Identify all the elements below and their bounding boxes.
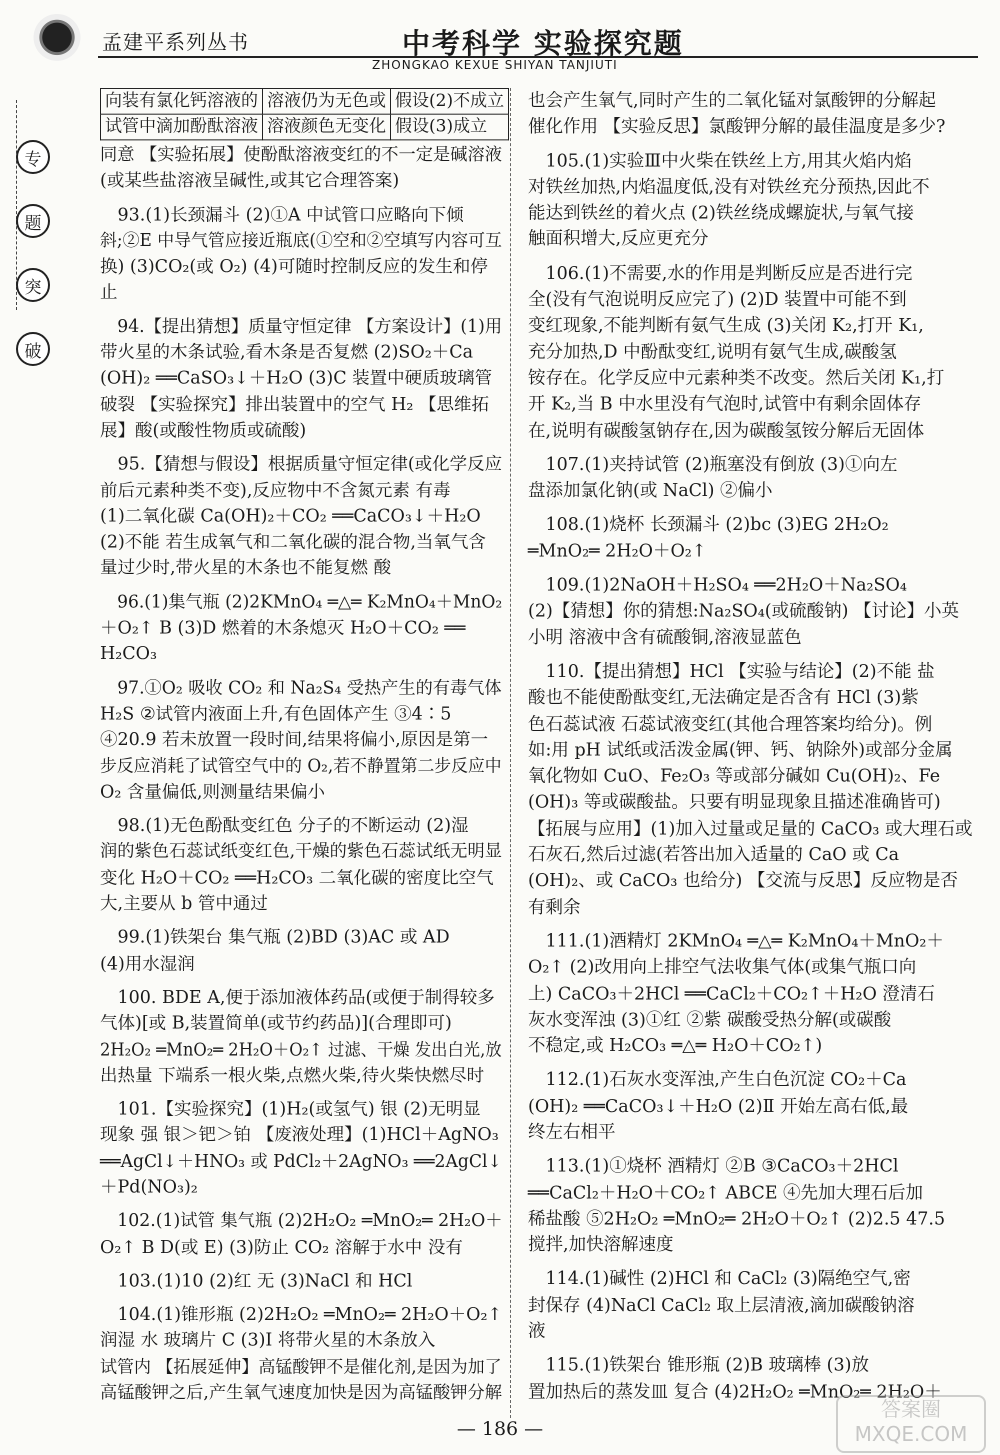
text-line: 103.(1)10 (2)红 无 (3)NaCl 和 HCl	[100, 1271, 413, 1292]
text-line: 铵存在。化学反应中元素种类不改变。然后关闭 K₁,打	[528, 368, 945, 389]
text-line: 不稳定,或 H₂CO₃ ═△═ H₂O＋CO₂↑)	[528, 1036, 823, 1057]
text-line: ＋O₂↑ B (3)D 燃着的木条熄灭 H₂O＋CO₂ ══	[100, 618, 466, 639]
table-cell: 假设(3)成立	[391, 114, 509, 140]
text-line: 酸也不能使酚酞变红,无法确定是否含有 HCl (3)紫	[528, 688, 919, 709]
text-line: 小明 溶液中含有硫酸铜,溶液显蓝色	[528, 627, 802, 648]
text-line: 同意 【实验拓展】使酚酞溶液变红的不一定是碱溶液	[100, 145, 502, 166]
text-line: 石灰石,然后过滤(若答出加入适量的 CaO 或 Ca	[528, 845, 900, 866]
text-line: 93.(1)长颈漏斗 (2)①A 中试管口应略向下倾	[100, 205, 464, 225]
series-logo-icon	[18, 14, 96, 66]
text-line: 破裂 【实验探究】排出装置中的空气 H₂ 【思维拓	[100, 394, 489, 415]
text-line: 在,说明有碳酸氢钠存在,因为碳酸氢铵分解后无固体	[528, 420, 925, 441]
text-line: 试管内 【拓展延伸】高锰酸钾不是催化剂,是因为加了	[100, 1357, 502, 1378]
text-line: 开 K₂,当 B 中水里没有气泡时,试管中有剩余固体存	[528, 394, 922, 415]
text-line: 94.【提出猜想】质量守恒定律 【方案设计】(1)用	[100, 316, 503, 337]
watermark-stamp	[836, 1395, 986, 1453]
table-row	[101, 88, 509, 114]
text-line: ══AgCl↓＋HNO₃ 或 PdCl₂＋2AgNO₃ ══2AgCl↓	[100, 1151, 502, 1172]
text-line: H₂CO₃	[100, 644, 158, 665]
text-line: 润湿 水 玻璃片 C (3)Ⅰ 将带火星的木条放入	[100, 1331, 436, 1352]
page-number: — 186 —	[456, 1418, 544, 1440]
text-line: (1)二氧化碳 Ca(OH)₂＋CO₂ ══CaCO₃↓＋H₂O	[100, 506, 481, 527]
text-line: 100. BDE A,便于添加液体药品(或便于制得较多	[100, 987, 495, 1008]
text-line: 稀盐酸 ⑤2H₂O₂ ═MnO₂═ 2H₂O＋O₂↑ (2)2.5 47.5	[528, 1209, 946, 1230]
topic-sidebar	[16, 140, 52, 396]
text-line: 充分加热,D 中酚酞变红,说明有氨气生成,碳酸氢	[528, 342, 897, 363]
table-cell: 试管中滴加酚酞溶液	[101, 114, 263, 140]
text-line: 大,主要从 b 管中通过	[100, 894, 268, 914]
text-line: 有剩余	[528, 897, 581, 918]
table-cell: 假设(2)不成立	[391, 88, 509, 114]
text-line: 96.(1)集气瓶 (2)2KMnO₄ ═△═ K₂MnO₄＋MnO₂	[100, 592, 503, 613]
text-line: ═MnO₂═ 2H₂O＋O₂↑	[528, 541, 707, 562]
text-line: O₂↑ (2)改用向上排空气法收集气体(或集气瓶口向	[528, 957, 917, 978]
text-line: 上) CaCO₃＋2HCl ══CaCl₂＋CO₂↑＋H₂O 澄清石	[528, 983, 935, 1004]
text-line: 步反应消耗了试管空气中的 O₂,若不静置第二步反应中	[100, 756, 502, 777]
text-line: 101.【实验探究】(1)H₂(或氢气) 银 (2)无明显	[100, 1099, 481, 1120]
watermark-text: MXQE.COM	[854, 1422, 968, 1446]
text-line: 液	[528, 1321, 546, 1342]
sidebar-char: 突	[16, 268, 50, 302]
text-line: (OH)₂、或 CaCO₃ 也给分) 【交流与反思】反应物是否	[528, 871, 958, 892]
text-line: 112.(1)石灰水变浑浊,产生白色沉淀 CO₂＋Ca	[528, 1070, 907, 1091]
text-line: 量过少时,带火星的木条也不能复燃 酸	[100, 558, 392, 579]
text-line: (4)用水湿润	[100, 954, 195, 974]
text-line: 前后元素种类不变),反应物中不含氮元素 有毒	[100, 480, 451, 501]
text-line: 氧化物如 CuO、Fe₂O₃ 等或部分碱如 Cu(OH)₂、Fe	[528, 766, 941, 787]
text-line: 出热量 下端系一根火柴,点燃火柴,待火柴快燃尽时	[100, 1065, 485, 1086]
text-line: 封保存 (4)NaCl CaCl₂ 取上层清液,滴加碳酸钠溶	[528, 1295, 915, 1316]
text-line: 搅拌,加快溶解速度	[528, 1235, 674, 1256]
text-line: 【拓展与应用】(1)加入过量或足量的 CaCO₃ 或大理石或	[528, 819, 973, 839]
text-line: (OH)₃ 等或碳酸盐。只要有明显现象且描述准确皆可)	[528, 792, 941, 813]
series-name: 孟建平系列丛书	[102, 30, 249, 54]
sidebar-char: 破	[16, 332, 50, 366]
text-line: 107.(1)夹持试管 (2)瓶塞没有倒放 (3)①向左	[528, 455, 898, 475]
text-line: 盘添加氯化钠(或 NaCl) ②偏小	[528, 481, 773, 502]
text-line: 变红现象,不能判断有氨气生成 (3)关闭 K₂,打开 K₁,	[528, 316, 924, 337]
text-line: 现象 强 银＞钯＞铂 【废液处理】(1)HCl＋AgNO₃	[100, 1125, 499, 1146]
text-line: 2H₂O₂ ═MnO₂═ 2H₂O＋O₂↑ 过滤、干燥 发出白光,放	[100, 1039, 502, 1060]
text-line: ④20.9 若未放置一段时间,结果将偏小,原因是第一	[100, 730, 489, 751]
answer-table	[100, 88, 509, 140]
text-line: 97.①O₂ 吸收 CO₂ 和 Na₂S₄ 受热产生的有毒气体	[100, 678, 502, 699]
right-column	[528, 88, 973, 1405]
text-line: 102.(1)试管 集气瓶 (2)2H₂O₂ ═MnO₂═ 2H₂O＋	[100, 1211, 503, 1232]
text-line: 113.(1)①烧杯 酒精灯 ②B ③CaCO₃＋2HCl	[528, 1156, 899, 1177]
text-line: 全(没有气泡说明反应完了) (2)D 装置中可能不到	[528, 290, 907, 310]
text-line: 换) (3)CO₂(或 O₂) (4)可随时控制反应的发生和停	[100, 257, 488, 277]
text-line: 斜;②E 中导气管应接近瓶底(①空和②空填写内容可互	[100, 231, 502, 251]
left-column	[100, 88, 505, 1406]
text-line: 99.(1)铁架台 集气瓶 (2)BD (3)AC 或 AD	[100, 928, 450, 948]
text-line: (或某些盐溶液呈碱性,或其它合理答案)	[100, 171, 400, 192]
text-line: O₂ 含量偏低,则测量结果偏小	[100, 782, 325, 803]
text-line: 115.(1)铁架台 锥形瓶 (2)B 玻璃棒 (3)放	[528, 1355, 869, 1376]
text-line: 98.(1)无色酚酞变红色 分子的不断运动 (2)湿	[100, 816, 469, 837]
text-line: (2)不能 若生成氧气和二氧化碳的混合物,当氧气含	[100, 532, 486, 553]
text-line: 95.【猜想与假设】根据质量守恒定律(或化学反应	[100, 454, 503, 475]
text-line: 展】酸(或酸性物质或硫酸)	[100, 420, 307, 441]
text-line: (OH)₂ ══CaSO₃↓＋H₂O (3)C 装置中硬质玻璃管	[100, 368, 493, 389]
text-line: 如:用 pH 试纸或活泼金属(钾、钙、钠除外)或部分金属	[528, 740, 953, 761]
text-line: 置加热后的蒸发皿 复合 (4)2H₂O₂ ═MnO₂═ 2H₂O＋	[528, 1382, 942, 1403]
text-line: 催化作用 【实验反思】氯酸钾分解的最佳温度是多少?	[528, 117, 946, 138]
table-cell: 溶液颜色无变化	[263, 114, 391, 140]
text-line: 高锰酸钾之后,产生氧气速度加快是因为高锰酸钾分解	[100, 1383, 502, 1404]
text-line: 气体)[或 B,装置简单(或节约药品)](合理即可)	[100, 1013, 452, 1034]
text-line: 变化 H₂O＋CO₂ ══H₂CO₃ 二氧化碳的密度比空气	[100, 868, 494, 889]
text-line: 也会产生氧气,同时产生的二氧化锰对氯酸钾的分解起	[528, 90, 937, 111]
text-line: 108.(1)烧杯 长颈漏斗 (2)bc (3)EG 2H₂O₂	[528, 515, 889, 536]
watermark-text: 答案圈	[881, 1397, 941, 1421]
text-line: 润的紫色石蕊试纸变红色,干燥的紫色石蕊试纸无明显	[100, 842, 502, 863]
text-line: 触面积增大,反应更充分	[528, 229, 709, 250]
text-line: 止	[100, 283, 118, 303]
text-line: (OH)₂ ══CaCO₃↓＋H₂O (2)Ⅱ 开始左高右低,最	[528, 1096, 909, 1117]
text-line: 111.(1)酒精灯 2KMnO₄ ═△═ K₂MnO₄＋MnO₂＋	[528, 931, 944, 952]
sidebar-char: 题	[16, 204, 50, 238]
text-line: 对铁丝加热,内焰温度低,没有对铁丝充分预热,因此不	[528, 177, 930, 198]
text-line: 114.(1)碱性 (2)HCl 和 CaCl₂ (3)隔绝空气,密	[528, 1269, 911, 1290]
table-cell: 向装有氯化钙溶液的	[101, 88, 263, 114]
text-line: 109.(1)2NaOH＋H₂SO₄ ══2H₂O＋Na₂SO₄	[528, 575, 907, 596]
book-title: 中考科学 实验探究题	[402, 27, 684, 60]
sidebar-char: 专	[16, 140, 50, 174]
table-row	[101, 114, 509, 140]
text-line: 104.(1)锥形瓶 (2)2H₂O₂ ═MnO₂═ 2H₂O＋O₂↑	[100, 1305, 503, 1326]
text-line: 能达到铁丝的着火点 (2)铁丝绕成螺旋状,与氧气接	[528, 203, 914, 224]
text-line: O₂↑ B D(或 E) (3)防止 CO₂ 溶解于水中 没有	[100, 1237, 463, 1258]
text-line: 色石蕊试液 石蕊试液变红(其他合理答案均给分)。例	[528, 714, 933, 735]
book-title-pinyin: ZHONGKAO KEXUE SHIYAN TANJIUTI	[372, 58, 618, 72]
text-line: ══CaCl₂＋H₂O＋CO₂↑ ABCE ④先加大理石后加	[528, 1183, 924, 1203]
text-line: ＋Pd(NO₃)₂	[100, 1177, 198, 1198]
text-line: 终左右相平	[528, 1122, 616, 1143]
text-line: 105.(1)实验Ⅲ中火柴在铁丝上方,用其火焰内焰	[528, 151, 912, 172]
text-line: 110.【提出猜想】HCl 【实验与结论】(2)不能 盐	[528, 662, 935, 682]
text-line: 灰水变浑浊 (3)①红 ②紫 碳酸受热分解(或碳酸	[528, 1010, 892, 1031]
text-line: H₂S ②试管内液面上升,有色固体产生 ③4∶5	[100, 704, 452, 725]
text-line: (2)【猜想】你的猜想:Na₂SO₄(或硫酸钠) 【讨论】小英	[528, 601, 960, 622]
table-cell: 溶液仍为无色或	[263, 88, 391, 114]
text-line: 带火星的木条试验,看木条是否复燃 (2)SO₂＋Ca	[100, 342, 474, 363]
text-line: 106.(1)不需要,水的作用是判断反应是否进行完	[528, 263, 913, 284]
page-header	[0, 0, 1000, 80]
column-divider	[510, 88, 511, 1418]
